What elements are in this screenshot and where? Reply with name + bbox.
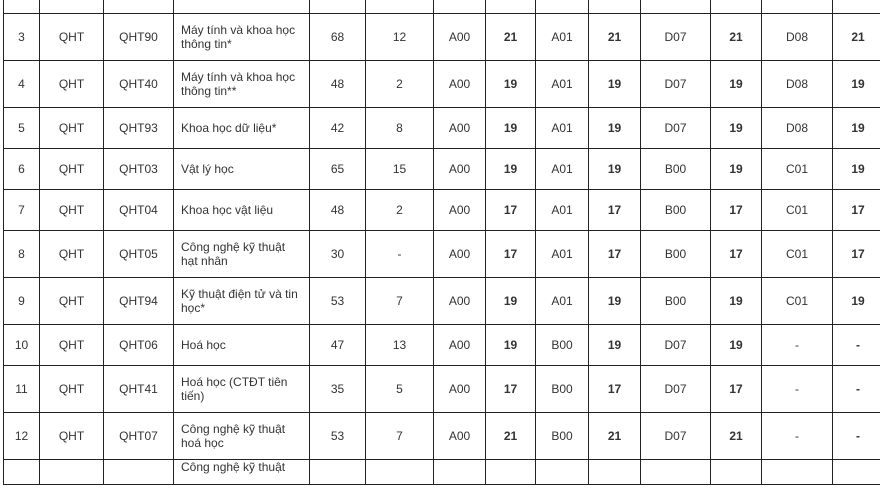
school-code-cell: QHT: [40, 413, 104, 460]
subject-group-3-cell: B00: [641, 231, 711, 278]
subject-group-1-cell: A00: [434, 413, 486, 460]
stt-cell: 9: [4, 278, 40, 325]
other-quota-cell: -: [366, 231, 434, 278]
school-code-cell: QHT: [40, 325, 104, 366]
stt-cell: 10: [4, 325, 40, 366]
school-code-cell: QHT: [40, 278, 104, 325]
table-row: [4, 231, 880, 278]
quota-cell: 48: [310, 190, 366, 231]
major-code-cell: QHT94: [104, 278, 174, 325]
score-1-cell: 19: [486, 149, 536, 190]
major-name-cell: Hoá học (CTĐT tiên tiến): [174, 366, 310, 413]
table-row-cut-top: [4, 0, 880, 14]
score-4-cell: 17: [833, 231, 880, 278]
empty-cell: [310, 460, 366, 485]
table-row-cut-bottom: [4, 460, 880, 485]
major-name-cell: Khoa học vật liệu: [174, 190, 310, 231]
score-2-cell: 17: [589, 190, 641, 231]
score-1-cell: 19: [486, 61, 536, 108]
table-row: [4, 61, 880, 108]
stt-cell: 12: [4, 413, 40, 460]
subject-group-4-cell: D08: [762, 14, 833, 61]
table-row: [4, 149, 880, 190]
admission-scores-table: [3, 0, 880, 485]
subject-group-2-cell: A01: [536, 61, 589, 108]
score-1-cell: 17: [486, 231, 536, 278]
stt-cell: 3: [4, 14, 40, 61]
other-quota-cell: 5: [366, 366, 434, 413]
subject-group-4-cell: D08: [762, 108, 833, 149]
score-1-cell: 19: [486, 325, 536, 366]
subject-group-1-cell: A00: [434, 149, 486, 190]
other-quota-cell: 7: [366, 278, 434, 325]
major-code-cell: QHT03: [104, 149, 174, 190]
subject-group-3-cell: B00: [641, 149, 711, 190]
score-2-cell: 19: [589, 149, 641, 190]
subject-group-1-cell: A00: [434, 190, 486, 231]
score-1-cell: 17: [486, 190, 536, 231]
quota-cell: 42: [310, 108, 366, 149]
score-1-cell: 19: [486, 108, 536, 149]
subject-group-2-cell: B00: [536, 325, 589, 366]
school-code-cell: QHT: [40, 61, 104, 108]
score-2-cell: 19: [589, 325, 641, 366]
empty-cell: [711, 460, 762, 485]
subject-group-3-cell: B00: [641, 190, 711, 231]
stt-cell: 4: [4, 61, 40, 108]
subject-group-4-cell: -: [762, 366, 833, 413]
stt-cell: 11: [4, 366, 40, 413]
subject-group-2-cell: B00: [536, 366, 589, 413]
score-3-cell: 19: [711, 325, 762, 366]
score-3-cell: 19: [711, 61, 762, 108]
stt-cell: 6: [4, 149, 40, 190]
subject-group-2-cell: A01: [536, 149, 589, 190]
score-2-cell: 21: [589, 413, 641, 460]
major-name-cell: Máy tính và khoa học thông tin**: [174, 61, 310, 108]
empty-cell: [434, 460, 486, 485]
school-code-cell: QHT: [40, 231, 104, 278]
quota-cell: 68: [310, 14, 366, 61]
other-quota-cell: 12: [366, 14, 434, 61]
subject-group-4-cell: -: [762, 325, 833, 366]
score-4-cell: 19: [833, 278, 880, 325]
school-code-cell: QHT: [40, 149, 104, 190]
score-4-cell: 19: [833, 149, 880, 190]
subject-group-3-cell: B00: [641, 278, 711, 325]
subject-group-2-cell: A01: [536, 108, 589, 149]
other-quota-cell: 2: [366, 61, 434, 108]
table-row: [4, 325, 880, 366]
subject-group-4-cell: C01: [762, 278, 833, 325]
score-4-cell: 19: [833, 61, 880, 108]
quota-cell: 30: [310, 231, 366, 278]
score-2-cell: 21: [589, 14, 641, 61]
score-3-cell: 17: [711, 231, 762, 278]
subject-group-1-cell: A00: [434, 366, 486, 413]
stt-cell: 5: [4, 108, 40, 149]
major-code-cell: QHT07: [104, 413, 174, 460]
subject-group-2-cell: A01: [536, 231, 589, 278]
score-1-cell: 17: [486, 366, 536, 413]
subject-group-2-cell: A01: [536, 14, 589, 61]
quota-cell: 53: [310, 413, 366, 460]
empty-cell: [833, 460, 880, 485]
empty-cell: [366, 460, 434, 485]
score-3-cell: 19: [711, 149, 762, 190]
subject-group-1-cell: A00: [434, 108, 486, 149]
score-4-cell: 21: [833, 14, 880, 61]
quota-cell: 65: [310, 149, 366, 190]
score-3-cell: 19: [711, 278, 762, 325]
subject-group-2-cell: A01: [536, 278, 589, 325]
empty-cell: [536, 460, 589, 485]
table-row: [4, 278, 880, 325]
subject-group-3-cell: D07: [641, 366, 711, 413]
score-2-cell: 19: [589, 278, 641, 325]
major-name-cell: Công nghệ kỹ thuật: [174, 460, 310, 485]
major-code-cell: QHT05: [104, 231, 174, 278]
stt-cell: 7: [4, 190, 40, 231]
subject-group-4-cell: D08: [762, 61, 833, 108]
major-code-cell: QHT93: [104, 108, 174, 149]
major-code-cell: QHT90: [104, 14, 174, 61]
subject-group-4-cell: C01: [762, 231, 833, 278]
score-4-cell: 17: [833, 190, 880, 231]
empty-cell: [589, 460, 641, 485]
subject-group-4-cell: C01: [762, 190, 833, 231]
major-name-cell: Máy tính và khoa học thông tin*: [174, 14, 310, 61]
score-4-cell: -: [833, 366, 880, 413]
table-row: [4, 190, 880, 231]
stt-cell: 8: [4, 231, 40, 278]
score-4-cell: -: [833, 325, 880, 366]
score-2-cell: 17: [589, 366, 641, 413]
score-3-cell: 21: [711, 14, 762, 61]
empty-cell: [486, 460, 536, 485]
major-name-cell: Vật lý học: [174, 149, 310, 190]
quota-cell: 35: [310, 366, 366, 413]
school-code-cell: QHT: [40, 366, 104, 413]
other-quota-cell: 15: [366, 149, 434, 190]
major-code-cell: QHT41: [104, 366, 174, 413]
score-3-cell: 17: [711, 366, 762, 413]
score-3-cell: 21: [711, 413, 762, 460]
score-1-cell: 21: [486, 14, 536, 61]
score-3-cell: 19: [711, 108, 762, 149]
subject-group-3-cell: D07: [641, 325, 711, 366]
quota-cell: 48: [310, 61, 366, 108]
major-name-cell: Hoá học: [174, 325, 310, 366]
subject-group-3-cell: D07: [641, 413, 711, 460]
school-code-cell: QHT: [40, 108, 104, 149]
subject-group-4-cell: C01: [762, 149, 833, 190]
major-code-cell: QHT06: [104, 325, 174, 366]
other-quota-cell: 2: [366, 190, 434, 231]
school-code-cell: QHT: [40, 14, 104, 61]
score-4-cell: -: [833, 413, 880, 460]
major-code-cell: QHT04: [104, 190, 174, 231]
score-3-cell: 17: [711, 190, 762, 231]
major-name-cell: Kỹ thuật điện tử và tin học*: [174, 278, 310, 325]
table-row: [4, 366, 880, 413]
subject-group-1-cell: A00: [434, 325, 486, 366]
table-row: [4, 14, 880, 61]
subject-group-1-cell: A00: [434, 278, 486, 325]
subject-group-4-cell: -: [762, 413, 833, 460]
table-row: [4, 108, 880, 149]
table-row: [4, 413, 880, 460]
major-name-cell: Công nghệ kỹ thuật hạt nhân: [174, 231, 310, 278]
subject-group-2-cell: A01: [536, 190, 589, 231]
other-quota-cell: 8: [366, 108, 434, 149]
subject-group-1-cell: A00: [434, 61, 486, 108]
score-2-cell: 19: [589, 61, 641, 108]
subject-group-1-cell: A00: [434, 14, 486, 61]
major-name-cell: Khoa học dữ liệu*: [174, 108, 310, 149]
major-code-cell: QHT40: [104, 61, 174, 108]
score-2-cell: 19: [589, 108, 641, 149]
major-name-cell: Công nghệ kỹ thuật hoá học: [174, 413, 310, 460]
other-quota-cell: 13: [366, 325, 434, 366]
subject-group-2-cell: B00: [536, 413, 589, 460]
quota-cell: 47: [310, 325, 366, 366]
empty-cell: [104, 460, 174, 485]
school-code-cell: QHT: [40, 190, 104, 231]
score-1-cell: 19: [486, 278, 536, 325]
empty-cell: [4, 460, 40, 485]
quota-cell: 53: [310, 278, 366, 325]
subject-group-1-cell: A00: [434, 231, 486, 278]
empty-cell: [40, 460, 104, 485]
subject-group-3-cell: D07: [641, 108, 711, 149]
other-quota-cell: 7: [366, 413, 434, 460]
empty-cell: [641, 460, 711, 485]
score-2-cell: 17: [589, 231, 641, 278]
score-1-cell: 21: [486, 413, 536, 460]
empty-cell: [762, 460, 833, 485]
subject-group-3-cell: D07: [641, 14, 711, 61]
score-4-cell: 19: [833, 108, 880, 149]
subject-group-3-cell: D07: [641, 61, 711, 108]
